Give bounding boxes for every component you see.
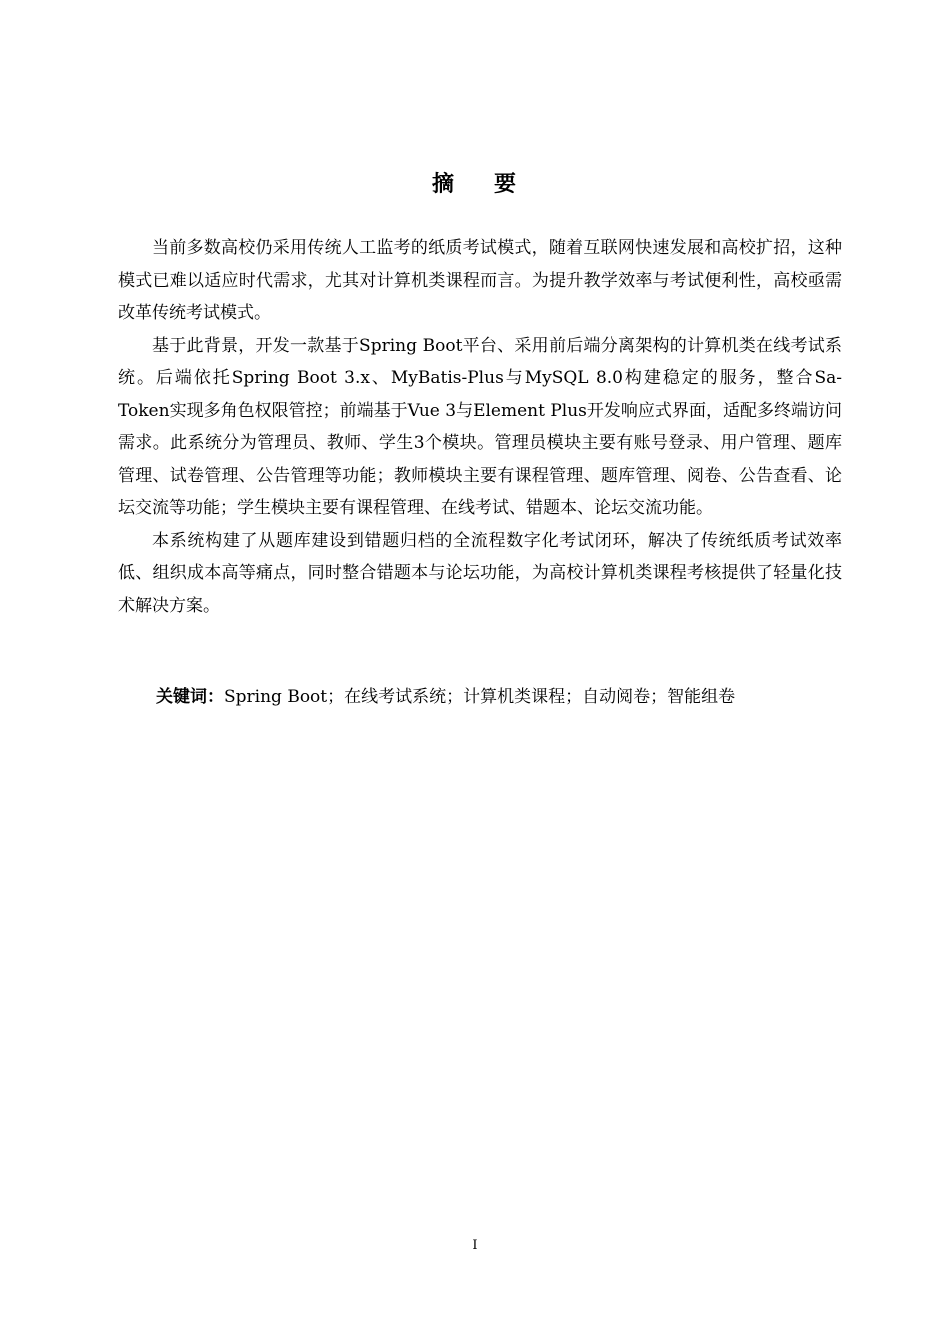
keywords-line [156, 681, 856, 713]
abstract-paragraph-3: 本系统构建了从题库建设到错题归档的全流程数字化考试闭环，解决了传统纸质考试效率低、组织成本高等痛点，同时整合错题本与论坛功能，为高校计算机类课程考核提供了轻量化技术解决方案。 [118, 530, 842, 616]
abstract-title-part2: 要 [494, 172, 519, 197]
abstract-body [118, 232, 842, 622]
abstract-title-part1: 摘 [431, 172, 456, 197]
abstract-paragraph-1: 当前多数高校仍采用传统人工监考的纸质考试模式，随着互联网快速发展和高校扩招，这种模式已难以适应时代需求，尤其对计算机类课程而言。为提升教学效率与考试便利性，高校亟需改革传统考试模式。 [118, 238, 842, 323]
page-number: I [472, 1238, 478, 1253]
keywords-label: 关键词： [156, 687, 224, 707]
abstract-title [0, 170, 950, 200]
keywords-text: Spring Boot；在线考试系统；计算机类课程；自动阅卷；智能组卷 [224, 687, 736, 707]
abstract-paragraph-2: 基于此背景，开发一款基于Spring Boot平台、采用前后端分离架构的计算机类在线考试系统。后端依托Spring Boot 3.x、MyBatis-Plus与MySQL 8.0构建稳定的服务，整合Sa-Token实现多角色权限管控；前端基于Vue 3与Element Plus开发响应式界面，适配多终端访问需求。此系统分为管理员、教师、学生3个模块。管理员模块主要有账号登录、用户管理、题库管理、试卷管理、公告管理等功能；教师模块主要有课程管理、题库管理、阅卷、公告查看、论坛交流等功能；学生模块主要有课程管理、在线考试、错题本、论坛交流功能。 [118, 335, 842, 518]
